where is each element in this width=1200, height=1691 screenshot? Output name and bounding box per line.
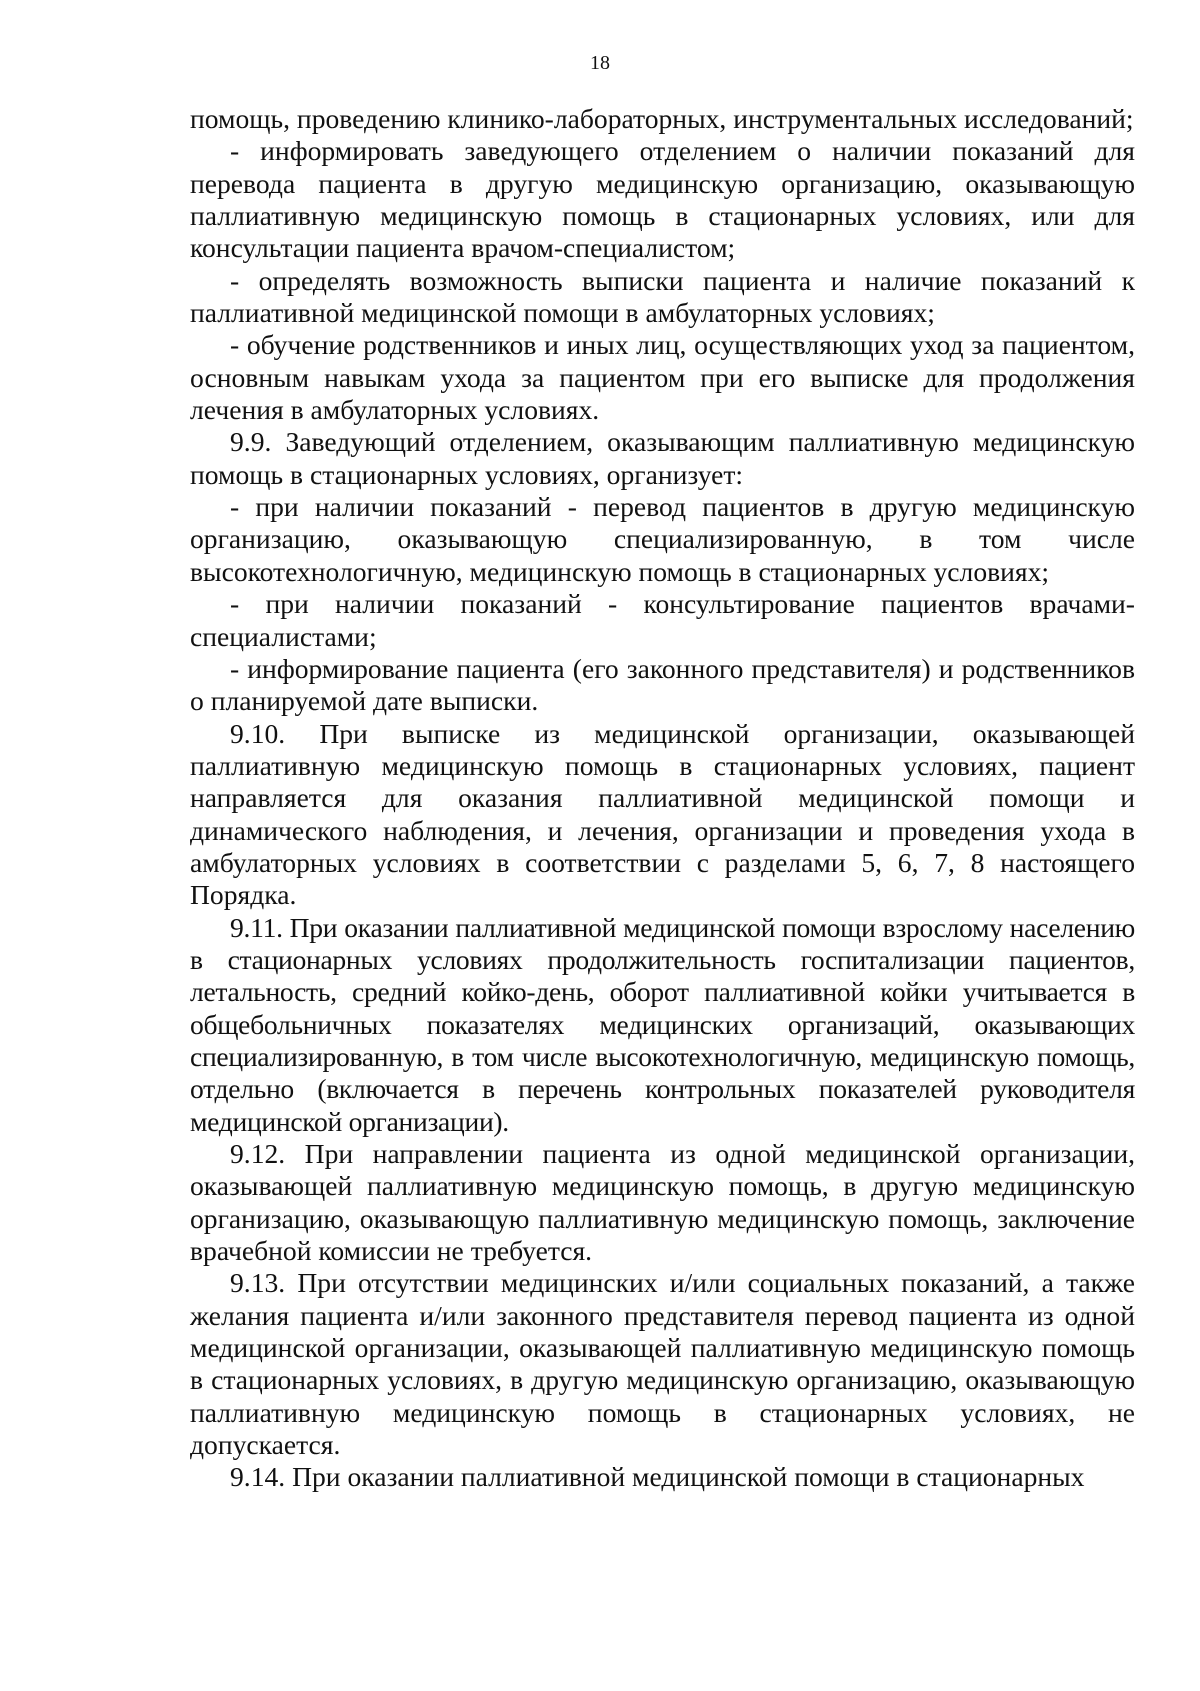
paragraph-9-12: 9.12. При направлении пациента из одной медицинской организации, оказывающей паллиативную медицинскую помощь, в другую медицинскую организацию, оказывающую паллиативную медицинскую помощь, заключение врачебной комиссии не требуется. [190, 1138, 1135, 1267]
paragraph-9-14: 9.14. При оказании паллиативной медицинской помощи в стационарных [230, 1461, 1085, 1493]
paragraph: помощь, проведению клинико-лабораторных, инструментальных исследований; [190, 103, 1134, 134]
list-item: - обучение родственников и иных лиц, осуществляющих уход за пациентом, основным навыкам ухода за пациентом при его выписке для продолжения лечения в амбулаторных условиях. [190, 329, 1135, 426]
list-item: - определять возможность выписки пациента и наличие показаний к паллиативной медицинской помощи в амбулаторных условиях; [190, 264, 1135, 329]
body-text [190, 103, 1135, 1494]
list-item: - при наличии показаний - перевод пациентов в другую медицинскую организацию, оказывающую специализированную, в том числе высокотехнологичную, медицинскую помощь в стационарных условиях; [190, 491, 1135, 587]
paragraph-9-10: 9.10. При выписке из медицинской организации, оказывающей паллиативную медицинскую помощь в стационарных условиях, пациент направляется для оказания паллиативной медицинской помощи и динамического наблюдения, и лечения, организации и проведения ухода в амбулаторных условиях в соответствии с разделами 5, 6, 7, 8 настоящего Порядка. [190, 717, 1135, 911]
paragraph-9-13: 9.13. При отсутствии медицинских и/или социальных показаний, а также желания пациента и/или законного представителя перевод пациента из одной медицинской организации, оказывающей паллиативную медицинскую помощь в стационарных условиях, в другую медицинскую организацию, оказывающую паллиативную медицинскую помощь в стационарных условиях, не допускается. [190, 1267, 1135, 1461]
list-item: - при наличии показаний - консультирование пациентов врачами-специалистами; [190, 588, 1135, 652]
page-number: 18 [590, 52, 610, 74]
list-item: - информирование пациента (его законного представителя) и родственников о планируемой дате выписки. [190, 652, 1135, 717]
list-item: - информировать заведующего отделением о наличии показаний для перевода пациента в другую медицинскую организацию, оказывающую паллиативную медицинскую помощь в стационарных условиях, или для консультации пациента врачом-специалистом; [190, 135, 1135, 264]
paragraph-9-11: 9.11. При оказании паллиативной медицинской помощи взрослому населению в стационарных условиях продолжительность госпитализации пациентов, летальность, средний койко-день, оборот паллиативной койки учитывается в общебольничных показателях медицинских организаций, оказывающих специализированную, в том числе высокотехнологичную, медицинскую помощь, отдельно (включается в перечень контрольных показателей руководителя медицинской организации). [190, 911, 1135, 1137]
paragraph-9-9: 9.9. Заведующий отделением, оказывающим паллиативную медицинскую помощь в стационарных условиях, организует: [190, 426, 1135, 490]
